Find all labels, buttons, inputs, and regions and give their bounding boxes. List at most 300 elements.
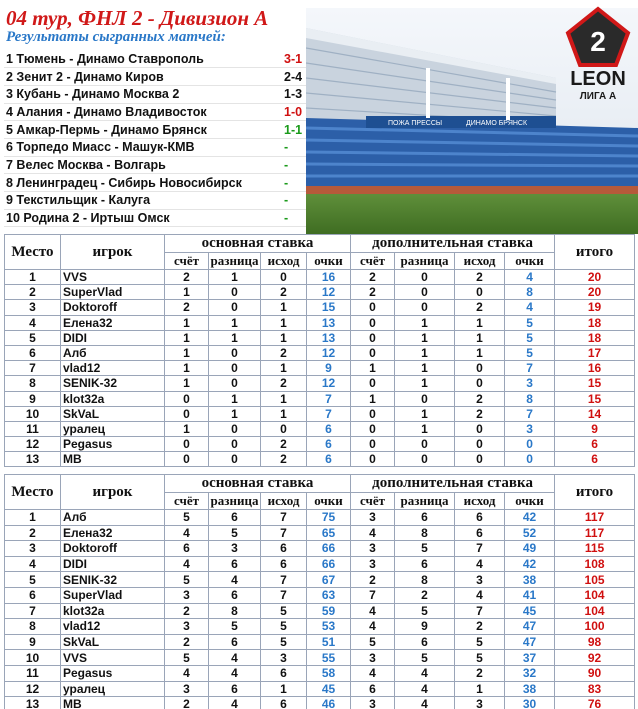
table-row [5, 285, 635, 300]
table-row [5, 587, 635, 603]
cell-extra-diff: 5 [395, 650, 455, 666]
table-row [5, 650, 635, 666]
cell-main-points: 63 [307, 587, 351, 603]
cell-player-name: Елена32 [61, 525, 165, 541]
cell-main-outcome: 7 [261, 587, 307, 603]
cell-total: 117 [555, 510, 635, 526]
cell-main-score: 2 [165, 300, 209, 315]
cell-extra-diff: 1 [395, 361, 455, 376]
cell-main-points: 58 [307, 665, 351, 681]
header-score: счёт [165, 493, 209, 510]
match-score: - [282, 209, 306, 227]
cell-extra-points: 45 [505, 603, 555, 619]
logo-brand: LEON [570, 68, 626, 90]
match-row [4, 156, 306, 174]
cell-main-diff: 6 [209, 510, 261, 526]
cell-extra-points: 30 [505, 697, 555, 709]
cell-main-points: 67 [307, 572, 351, 588]
cell-main-diff: 1 [209, 315, 261, 330]
header-points: очки [505, 493, 555, 510]
cell-main-diff: 5 [209, 525, 261, 541]
cell-main-score: 1 [165, 315, 209, 330]
cell-extra-diff: 1 [395, 330, 455, 345]
match-row [4, 209, 306, 227]
match-row [4, 121, 306, 139]
cell-extra-score: 0 [351, 406, 395, 421]
cell-player-name: Doktoroff [61, 541, 165, 557]
cell-total: 18 [555, 315, 635, 330]
cell-total: 20 [555, 285, 635, 300]
cell-main-score: 4 [165, 665, 209, 681]
cell-extra-outcome: 1 [455, 681, 505, 697]
cell-place: 7 [5, 361, 61, 376]
cell-main-score: 5 [165, 572, 209, 588]
cell-main-diff: 4 [209, 665, 261, 681]
cell-extra-outcome: 2 [455, 391, 505, 406]
cell-total: 9 [555, 421, 635, 436]
cell-main-points: 7 [307, 406, 351, 421]
cell-total: 20 [555, 270, 635, 285]
cell-extra-score: 4 [351, 619, 395, 635]
cell-extra-diff: 1 [395, 406, 455, 421]
table-row [5, 421, 635, 436]
cell-player-name: MB [61, 452, 165, 467]
table-row [5, 525, 635, 541]
match-score: 1-0 [282, 103, 306, 121]
cell-main-diff: 0 [209, 285, 261, 300]
cell-main-diff: 0 [209, 361, 261, 376]
header-points: очки [307, 253, 351, 270]
header-player: игрок [61, 475, 165, 510]
cell-total: 92 [555, 650, 635, 666]
table-row [5, 437, 635, 452]
cell-total: 6 [555, 452, 635, 467]
match-row [4, 85, 306, 103]
match-label: 5 Амкар-Пермь - Динамо Брянск [4, 121, 282, 139]
cell-extra-diff: 1 [395, 376, 455, 391]
cell-place: 1 [5, 510, 61, 526]
cell-extra-score: 4 [351, 665, 395, 681]
match-score: - [282, 174, 306, 192]
cell-main-points: 6 [307, 437, 351, 452]
cell-main-diff: 4 [209, 572, 261, 588]
match-label: 10 Родина 2 - Иртыш Омск [4, 209, 282, 227]
table-row [5, 572, 635, 588]
cell-main-diff: 0 [209, 345, 261, 360]
match-label: 9 Текстильщик - Калуга [4, 192, 282, 210]
cell-main-outcome: 3 [261, 650, 307, 666]
cell-extra-score: 3 [351, 510, 395, 526]
cell-player-name: klot32a [61, 603, 165, 619]
cell-extra-outcome: 0 [455, 285, 505, 300]
cell-main-score: 2 [165, 697, 209, 709]
cell-total: 17 [555, 345, 635, 360]
cell-extra-points: 32 [505, 665, 555, 681]
cell-place: 3 [5, 300, 61, 315]
match-label: 1 Тюмень - Динамо Ставрополь [4, 50, 282, 68]
cell-extra-score: 0 [351, 437, 395, 452]
cell-player-name: SkVaL [61, 634, 165, 650]
cell-main-score: 0 [165, 391, 209, 406]
cell-main-score: 0 [165, 437, 209, 452]
cell-extra-score: 2 [351, 285, 395, 300]
cell-total: 117 [555, 525, 635, 541]
cell-place: 7 [5, 603, 61, 619]
cell-extra-diff: 1 [395, 315, 455, 330]
cell-main-score: 0 [165, 406, 209, 421]
cell-extra-diff: 0 [395, 270, 455, 285]
overall-standings-table [4, 474, 635, 709]
cell-extra-diff: 0 [395, 285, 455, 300]
match-label: 6 Торпедо Миасс - Машук-КМВ [4, 138, 282, 156]
cell-player-name: DIDI [61, 556, 165, 572]
cell-extra-outcome: 2 [455, 300, 505, 315]
cell-main-points: 12 [307, 285, 351, 300]
header-diff: разница [395, 493, 455, 510]
table-row [5, 361, 635, 376]
header-diff: разница [395, 253, 455, 270]
cell-place: 9 [5, 634, 61, 650]
cell-extra-outcome: 6 [455, 510, 505, 526]
cell-player-name: Pegasus [61, 437, 165, 452]
cell-extra-outcome: 1 [455, 330, 505, 345]
cell-main-diff: 6 [209, 634, 261, 650]
cell-main-diff: 0 [209, 376, 261, 391]
cell-place: 11 [5, 421, 61, 436]
photo-sign-left: ПОЖА ПРЕССЫ [388, 120, 443, 127]
cell-main-outcome: 1 [261, 681, 307, 697]
results-subtitle: Результаты сыгранных матчей: [6, 29, 226, 45]
cell-extra-score: 4 [351, 603, 395, 619]
cell-main-outcome: 6 [261, 556, 307, 572]
cell-extra-score: 0 [351, 421, 395, 436]
cell-extra-outcome: 6 [455, 525, 505, 541]
cell-extra-score: 0 [351, 376, 395, 391]
cell-main-outcome: 0 [261, 270, 307, 285]
table-row [5, 541, 635, 557]
table-row [5, 406, 635, 421]
cell-extra-outcome: 4 [455, 587, 505, 603]
cell-extra-points: 0 [505, 452, 555, 467]
table-row [5, 556, 635, 572]
header-total: итого [555, 475, 635, 510]
photo-sign-right: ДИНАМО БРЯНСК [466, 120, 528, 127]
cell-main-score: 3 [165, 619, 209, 635]
cell-extra-diff: 4 [395, 665, 455, 681]
cell-main-points: 13 [307, 330, 351, 345]
cell-main-points: 7 [307, 391, 351, 406]
cell-extra-diff: 6 [395, 556, 455, 572]
cell-total: 100 [555, 619, 635, 635]
cell-extra-score: 3 [351, 650, 395, 666]
cell-extra-score: 5 [351, 634, 395, 650]
cell-player-name: vlad12 [61, 619, 165, 635]
cell-extra-points: 47 [505, 619, 555, 635]
cell-place: 4 [5, 556, 61, 572]
cell-main-points: 13 [307, 315, 351, 330]
cell-extra-score: 3 [351, 697, 395, 709]
cell-main-diff: 8 [209, 603, 261, 619]
cell-place: 4 [5, 315, 61, 330]
cell-main-outcome: 6 [261, 697, 307, 709]
cell-main-diff: 3 [209, 541, 261, 557]
cell-main-diff: 0 [209, 421, 261, 436]
header-diff: разница [209, 493, 261, 510]
cell-main-score: 1 [165, 330, 209, 345]
cell-main-score: 5 [165, 510, 209, 526]
header-points: очки [307, 493, 351, 510]
cell-extra-points: 8 [505, 391, 555, 406]
header-outcome: исход [261, 493, 307, 510]
match-row [4, 192, 306, 210]
cell-main-score: 2 [165, 270, 209, 285]
cell-extra-outcome: 3 [455, 697, 505, 709]
cell-main-points: 16 [307, 270, 351, 285]
cell-extra-diff: 1 [395, 345, 455, 360]
cell-extra-points: 49 [505, 541, 555, 557]
cell-player-name: SkVaL [61, 406, 165, 421]
cell-extra-points: 4 [505, 300, 555, 315]
league-logo [560, 5, 636, 103]
cell-total: 76 [555, 697, 635, 709]
cell-extra-diff: 6 [395, 510, 455, 526]
cell-extra-outcome: 0 [455, 376, 505, 391]
cell-place: 1 [5, 270, 61, 285]
cell-total: 83 [555, 681, 635, 697]
cell-main-outcome: 1 [261, 391, 307, 406]
header-score: счёт [165, 253, 209, 270]
cell-main-points: 53 [307, 619, 351, 635]
match-score: - [282, 156, 306, 174]
cell-main-outcome: 1 [261, 361, 307, 376]
table-row [5, 330, 635, 345]
cell-extra-points: 5 [505, 315, 555, 330]
match-score: - [282, 138, 306, 156]
cell-extra-score: 1 [351, 361, 395, 376]
cell-main-outcome: 7 [261, 510, 307, 526]
match-label: 3 Кубань - Динамо Москва 2 [4, 85, 282, 103]
cell-place: 13 [5, 697, 61, 709]
cell-main-points: 46 [307, 697, 351, 709]
cell-player-name: SuperVlad [61, 285, 165, 300]
header-outcome: исход [261, 253, 307, 270]
cell-extra-score: 2 [351, 572, 395, 588]
cell-main-outcome: 1 [261, 300, 307, 315]
cell-extra-points: 37 [505, 650, 555, 666]
cell-place: 6 [5, 345, 61, 360]
cell-player-name: klot32a [61, 391, 165, 406]
cell-extra-score: 4 [351, 525, 395, 541]
match-row [4, 138, 306, 156]
cell-main-points: 9 [307, 361, 351, 376]
cell-player-name: DIDI [61, 330, 165, 345]
cell-extra-score: 0 [351, 315, 395, 330]
cell-main-points: 65 [307, 525, 351, 541]
cell-place: 5 [5, 330, 61, 345]
cell-extra-points: 3 [505, 421, 555, 436]
cell-total: 16 [555, 361, 635, 376]
cell-main-outcome: 2 [261, 437, 307, 452]
header-score: счёт [351, 253, 395, 270]
cell-total: 15 [555, 391, 635, 406]
header-extra-bet: дополнительная ставка [351, 235, 555, 253]
cell-extra-diff: 0 [395, 437, 455, 452]
cell-player-name: VVS [61, 270, 165, 285]
cell-extra-diff: 0 [395, 300, 455, 315]
cell-main-score: 5 [165, 650, 209, 666]
cell-main-score: 1 [165, 376, 209, 391]
cell-extra-diff: 5 [395, 541, 455, 557]
cell-extra-points: 41 [505, 587, 555, 603]
table-row [5, 603, 635, 619]
cell-extra-points: 5 [505, 330, 555, 345]
cell-extra-score: 7 [351, 587, 395, 603]
cell-total: 115 [555, 541, 635, 557]
cell-extra-outcome: 5 [455, 634, 505, 650]
cell-extra-outcome: 7 [455, 541, 505, 557]
cell-main-points: 51 [307, 634, 351, 650]
match-label: 7 Велес Москва - Волгарь [4, 156, 282, 174]
cell-main-score: 4 [165, 525, 209, 541]
cell-extra-score: 3 [351, 556, 395, 572]
cell-main-outcome: 6 [261, 541, 307, 557]
cell-main-outcome: 1 [261, 406, 307, 421]
match-label: 2 Зенит 2 - Динамо Киров [4, 68, 282, 86]
cell-player-name: Pegasus [61, 665, 165, 681]
cell-main-points: 12 [307, 376, 351, 391]
cell-main-outcome: 7 [261, 525, 307, 541]
cell-extra-outcome: 2 [455, 665, 505, 681]
cell-main-outcome: 0 [261, 421, 307, 436]
cell-total: 104 [555, 587, 635, 603]
cell-main-diff: 1 [209, 406, 261, 421]
cell-total: 98 [555, 634, 635, 650]
cell-main-points: 12 [307, 345, 351, 360]
cell-place: 10 [5, 650, 61, 666]
cell-main-outcome: 1 [261, 315, 307, 330]
table-row [5, 665, 635, 681]
cell-player-name: Doktoroff [61, 300, 165, 315]
cell-total: 90 [555, 665, 635, 681]
cell-main-score: 1 [165, 421, 209, 436]
cell-extra-outcome: 2 [455, 270, 505, 285]
cell-place: 10 [5, 406, 61, 421]
cell-player-name: Алб [61, 510, 165, 526]
cell-extra-outcome: 0 [455, 361, 505, 376]
header-points: очки [505, 253, 555, 270]
cell-main-points: 6 [307, 421, 351, 436]
cell-main-outcome: 2 [261, 345, 307, 360]
match-row [4, 103, 306, 121]
table-row [5, 452, 635, 467]
cell-main-outcome: 2 [261, 376, 307, 391]
cell-main-score: 3 [165, 587, 209, 603]
header-extra-bet: дополнительная ставка [351, 475, 555, 493]
cell-player-name: уралец [61, 421, 165, 436]
cell-main-score: 1 [165, 361, 209, 376]
cell-extra-score: 0 [351, 452, 395, 467]
cell-main-diff: 6 [209, 587, 261, 603]
cell-main-diff: 4 [209, 650, 261, 666]
cell-place: 6 [5, 587, 61, 603]
table-row [5, 270, 635, 285]
cell-total: 104 [555, 603, 635, 619]
cell-total: 14 [555, 406, 635, 421]
cell-main-outcome: 5 [261, 634, 307, 650]
cell-extra-points: 8 [505, 285, 555, 300]
cell-place: 2 [5, 285, 61, 300]
cell-main-outcome: 5 [261, 619, 307, 635]
cell-total: 6 [555, 437, 635, 452]
cell-place: 5 [5, 572, 61, 588]
header-block [0, 0, 306, 232]
cell-extra-points: 7 [505, 406, 555, 421]
cell-place: 2 [5, 525, 61, 541]
cell-extra-outcome: 0 [455, 421, 505, 436]
table-row [5, 510, 635, 526]
cell-main-diff: 0 [209, 437, 261, 452]
match-label: 4 Алания - Динамо Владивосток [4, 103, 282, 121]
cell-main-points: 15 [307, 300, 351, 315]
cell-extra-score: 3 [351, 541, 395, 557]
cell-extra-outcome: 2 [455, 619, 505, 635]
cell-main-score: 3 [165, 681, 209, 697]
cell-extra-points: 7 [505, 361, 555, 376]
cell-extra-diff: 4 [395, 697, 455, 709]
cell-main-diff: 0 [209, 300, 261, 315]
cell-extra-points: 47 [505, 634, 555, 650]
header-score: счёт [351, 493, 395, 510]
header-outcome: исход [455, 493, 505, 510]
header-main-bet: основная ставка [165, 235, 351, 253]
header-place: Место [5, 235, 61, 270]
cell-extra-outcome: 2 [455, 406, 505, 421]
match-row [4, 50, 306, 68]
cell-main-diff: 4 [209, 697, 261, 709]
cell-extra-points: 38 [505, 572, 555, 588]
table-row [5, 345, 635, 360]
cell-main-score: 0 [165, 452, 209, 467]
cell-main-outcome: 6 [261, 665, 307, 681]
cell-main-diff: 1 [209, 391, 261, 406]
cell-main-outcome: 5 [261, 603, 307, 619]
cell-extra-score: 0 [351, 345, 395, 360]
table-row [5, 681, 635, 697]
cell-extra-diff: 9 [395, 619, 455, 635]
logo-league: ЛИГА А [579, 91, 617, 102]
cell-main-outcome: 2 [261, 452, 307, 467]
cell-total: 15 [555, 376, 635, 391]
cell-extra-score: 0 [351, 330, 395, 345]
table-row [5, 391, 635, 406]
cell-extra-points: 5 [505, 345, 555, 360]
cell-main-diff: 0 [209, 452, 261, 467]
round-standings-table [4, 234, 635, 467]
cell-main-diff: 1 [209, 270, 261, 285]
match-score: 3-1 [282, 50, 306, 68]
cell-player-name: Елена32 [61, 315, 165, 330]
cell-place: 13 [5, 452, 61, 467]
cell-extra-score: 2 [351, 270, 395, 285]
cell-extra-outcome: 1 [455, 345, 505, 360]
cell-extra-points: 42 [505, 556, 555, 572]
cell-extra-outcome: 5 [455, 650, 505, 666]
cell-extra-outcome: 4 [455, 556, 505, 572]
table-row [5, 697, 635, 709]
cell-main-score: 4 [165, 556, 209, 572]
match-row [4, 68, 306, 86]
cell-player-name: VVS [61, 650, 165, 666]
